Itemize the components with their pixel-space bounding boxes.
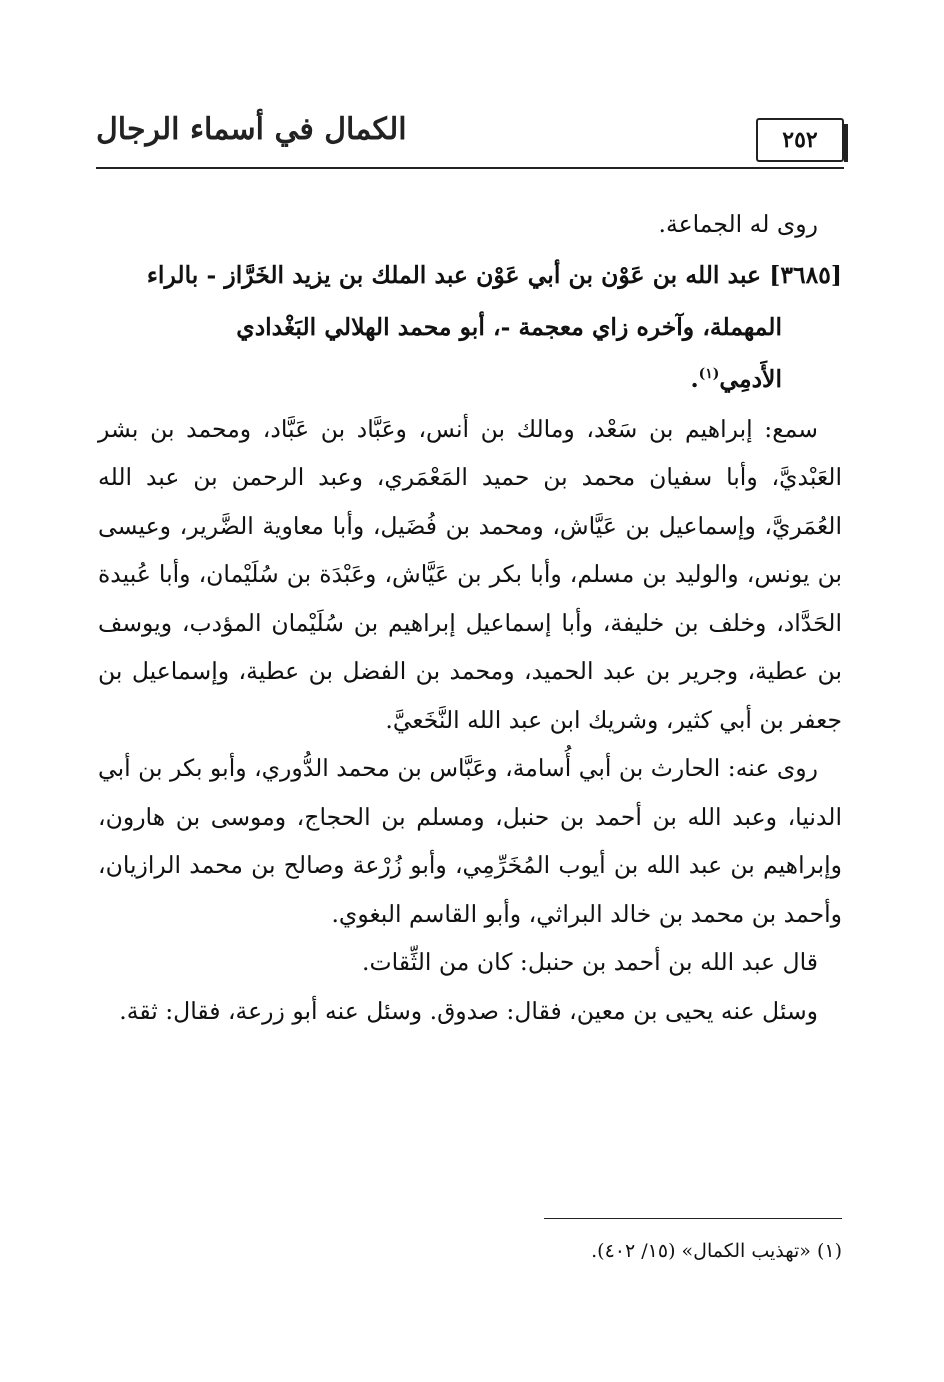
entry-heading-line-1: [٣٦٨٥] عبد الله بن عَوْن بن أبي عَوْن عبد الملك بن يزيد الخَرَّاز - بالراء <box>146 260 842 289</box>
page-body <box>98 200 842 1035</box>
footnote: (١) «تهذيب الكمال» (١٥/ ٤٠٢). <box>591 1240 842 1262</box>
paragraph-other-gradings: وسئل عنه يحيى بن معين، فقال: صدوق. وسئل عنه أبو زرعة، فقال: ثقة. <box>119 996 818 1025</box>
entry-nisba: الأَدمِي <box>719 364 782 393</box>
header-rule <box>96 167 844 169</box>
page-number-box <box>756 118 844 162</box>
paragraph-teachers: سمع: إبراهيم بن سَعْد، ومالك بن أنس، وعَبَّاد بن عَبَّاد، ومحمد بن بشر العَبْديَّ، وأبا سفيان محمد بن حميد المَعْمَري، وعبد الرحمن بن عبد الله العُمَريَّ، وإسماعيل بن عَيَّاش، ومحمد بن فُضَيل، وأبا معاوية الضَّرير، وعيسى بن يونس، والوليد بن مسلم، وأبا بكر بن عَيَّاش، وعَبْدَة بن سُلَيْمان، وأبا عُبيدة الحَدَّاد، وخلف بن خليفة، وأبا إسماعيل إبراهيم بن سُلَيْمان المؤدب، ويوسف بن عطية، وجرير بن عبد الحميد، ومحمد بن الفضل بن عطية، وإسماعيل بن جعفر بن أبي كثير، وشريك ابن عبد الله النَّخَعيَّ. <box>98 414 842 734</box>
book-title: الكمال في أسماء الرجال <box>96 112 407 147</box>
footnote-rule <box>544 1218 842 1219</box>
paragraph-transmitters-note: روى له الجماعة. <box>658 210 818 238</box>
entry-heading-line-2: المهملة، وآخره زاي معجمة -، أبو محمد الهلالي البَغْدادي <box>236 312 782 341</box>
page-header <box>96 100 844 166</box>
entry-end-mark: . <box>690 364 699 393</box>
page-number: ٢٥٢ <box>782 127 818 153</box>
entry-heading-line-3 <box>98 353 842 405</box>
paragraph-students: روى عنه: الحارث بن أبي أُسامة، وعَبَّاس بن محمد الدُّوري، وأبو بكر بن أبي الدنيا، وعبد الله بن أحمد بن حنبل، ومسلم بن الحجاج، وموسى بن هارون، وإبراهيم بن عبد الله بن أيوب المُخَرِّمِي، وأبو زُرْعة وصالح بن محمد الرازيان، وأحمد بن محمد بن خالد البراثي، وأبو القاسم البغوي. <box>98 754 842 928</box>
footnote-ref: (١) <box>698 365 720 382</box>
paragraph-ibn-hanbal-grading: قال عبد الله بن أحمد بن حنبل: كان من الثِّقات. <box>362 948 818 976</box>
entry-heading <box>98 249 842 405</box>
